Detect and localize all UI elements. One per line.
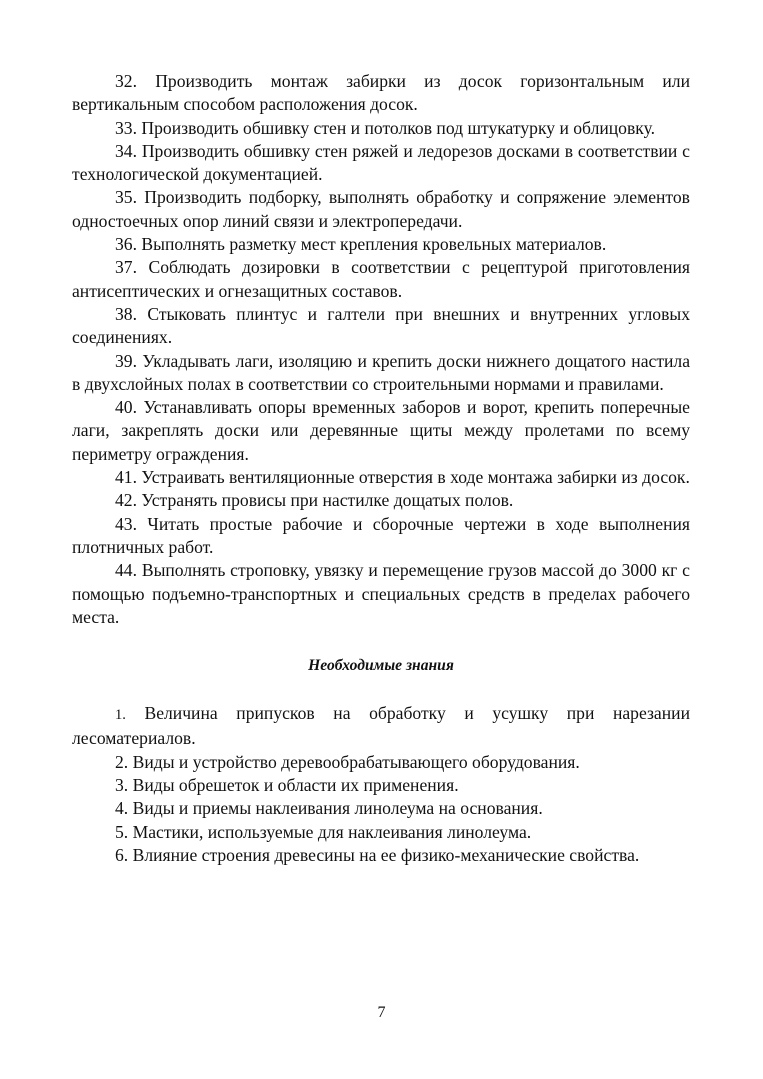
item-number: 37.: [115, 257, 137, 278]
list-item: [72, 751, 690, 774]
item-number: 42.: [115, 490, 137, 511]
list-item: [72, 797, 690, 820]
item-text: Выполнять разметку мест крепления кровельных материалов.: [141, 234, 607, 255]
item-number: 40.: [115, 397, 137, 418]
list-item: [72, 233, 690, 256]
item-number: 38.: [115, 303, 137, 324]
item-text: Величина припусков на обработку и усушку при нарезании лесоматериалов.: [72, 703, 690, 749]
item-text: Виды обрешеток и области их применения.: [132, 775, 459, 796]
list-item: [72, 117, 690, 140]
item-number: 33.: [115, 117, 137, 138]
list-item: [72, 140, 690, 187]
list-item: [72, 70, 690, 117]
item-number: 39.: [115, 350, 137, 371]
item-text: Соблюдать дозировки в соответствии с рецептурой приготовления антисептических и огнезащитных составов.: [72, 257, 691, 301]
item-text: Устранять провисы при настилке дощатых полов.: [141, 490, 514, 511]
list-item: [72, 774, 690, 797]
item-text: Выполнять строповку, увязку и перемещение грузов массой до 3000 кг с помощью подъемно-транспортных и специальных средств в пределах рабочего места.: [72, 560, 690, 627]
item-text: Влияние строения древесины на ее физико-механические свойства.: [132, 844, 640, 865]
item-text: Виды и приемы наклеивания линолеума на основания.: [132, 798, 543, 819]
item-number: 3.: [115, 775, 129, 796]
page-body: [72, 70, 690, 867]
list-item: [72, 466, 690, 489]
item-number: 5.: [115, 821, 129, 842]
item-text: Производить обшивку стен и потолков под штукатурку и облицовку.: [141, 117, 656, 138]
item-text: Производить обшивку стен ряжей и ледорезов досками в соответствии с технологической документацией.: [72, 140, 690, 185]
item-text: Производить монтаж забирки из досок горизонтальным или вертикальным способом расположения досок.: [72, 71, 690, 115]
item-text: Виды и устройство деревообрабатывающего оборудования.: [132, 751, 580, 772]
item-number: 41.: [115, 467, 137, 488]
list-item: [72, 702, 690, 751]
list-item: [72, 559, 690, 629]
item-text: Читать простые рабочие и сборочные чертежи в ходе выполнения плотничных работ.: [72, 513, 690, 557]
knowledge-list: [72, 702, 690, 867]
list-item: [72, 350, 690, 397]
list-item: [72, 303, 690, 350]
item-text: Мастики, используемые для наклеивания линолеума.: [132, 821, 532, 842]
list-item: [72, 256, 690, 303]
list-item: [72, 186, 690, 233]
list-item: [72, 821, 690, 844]
list-item: [72, 844, 690, 867]
item-number: 35.: [115, 187, 137, 208]
item-text: Стыковать плинтус и галтели при внешних и внутренних угловых соединениях.: [72, 303, 690, 348]
item-number: 34.: [115, 140, 137, 161]
item-number: 43.: [115, 513, 137, 534]
item-number: 6.: [115, 844, 129, 865]
item-number: 44.: [115, 560, 137, 581]
list-item: [72, 396, 690, 466]
skills-list: [72, 70, 690, 629]
page-number: 7: [377, 1004, 386, 1021]
item-number: 1.: [115, 707, 126, 724]
item-number: 2.: [115, 751, 129, 772]
section-title: Необходимые знания: [308, 657, 454, 675]
item-text: Устраивать вентиляционные отверстия в ходе монтажа забирки из досок.: [141, 467, 690, 488]
item-text: Укладывать лаги, изоляцию и крепить доски нижнего дощатого настила в двухслойных полах в соответствии со строительными нормами и правилами.: [72, 350, 691, 394]
item-number: 32.: [115, 71, 137, 91]
list-item: [72, 513, 690, 560]
list-item: [72, 489, 690, 512]
item-number: 36.: [115, 234, 137, 255]
item-text: Производить подборку, выполнять обработку и сопряжение элементов одностоечных опор линий связи и электропередачи.: [72, 187, 690, 231]
item-text: Устанавливать опоры временных заборов и ворот, крепить поперечные лаги, закреплять доски или деревянные щиты между пролетами по всему периметру ограждения.: [72, 397, 690, 464]
item-number: 4.: [115, 798, 129, 819]
